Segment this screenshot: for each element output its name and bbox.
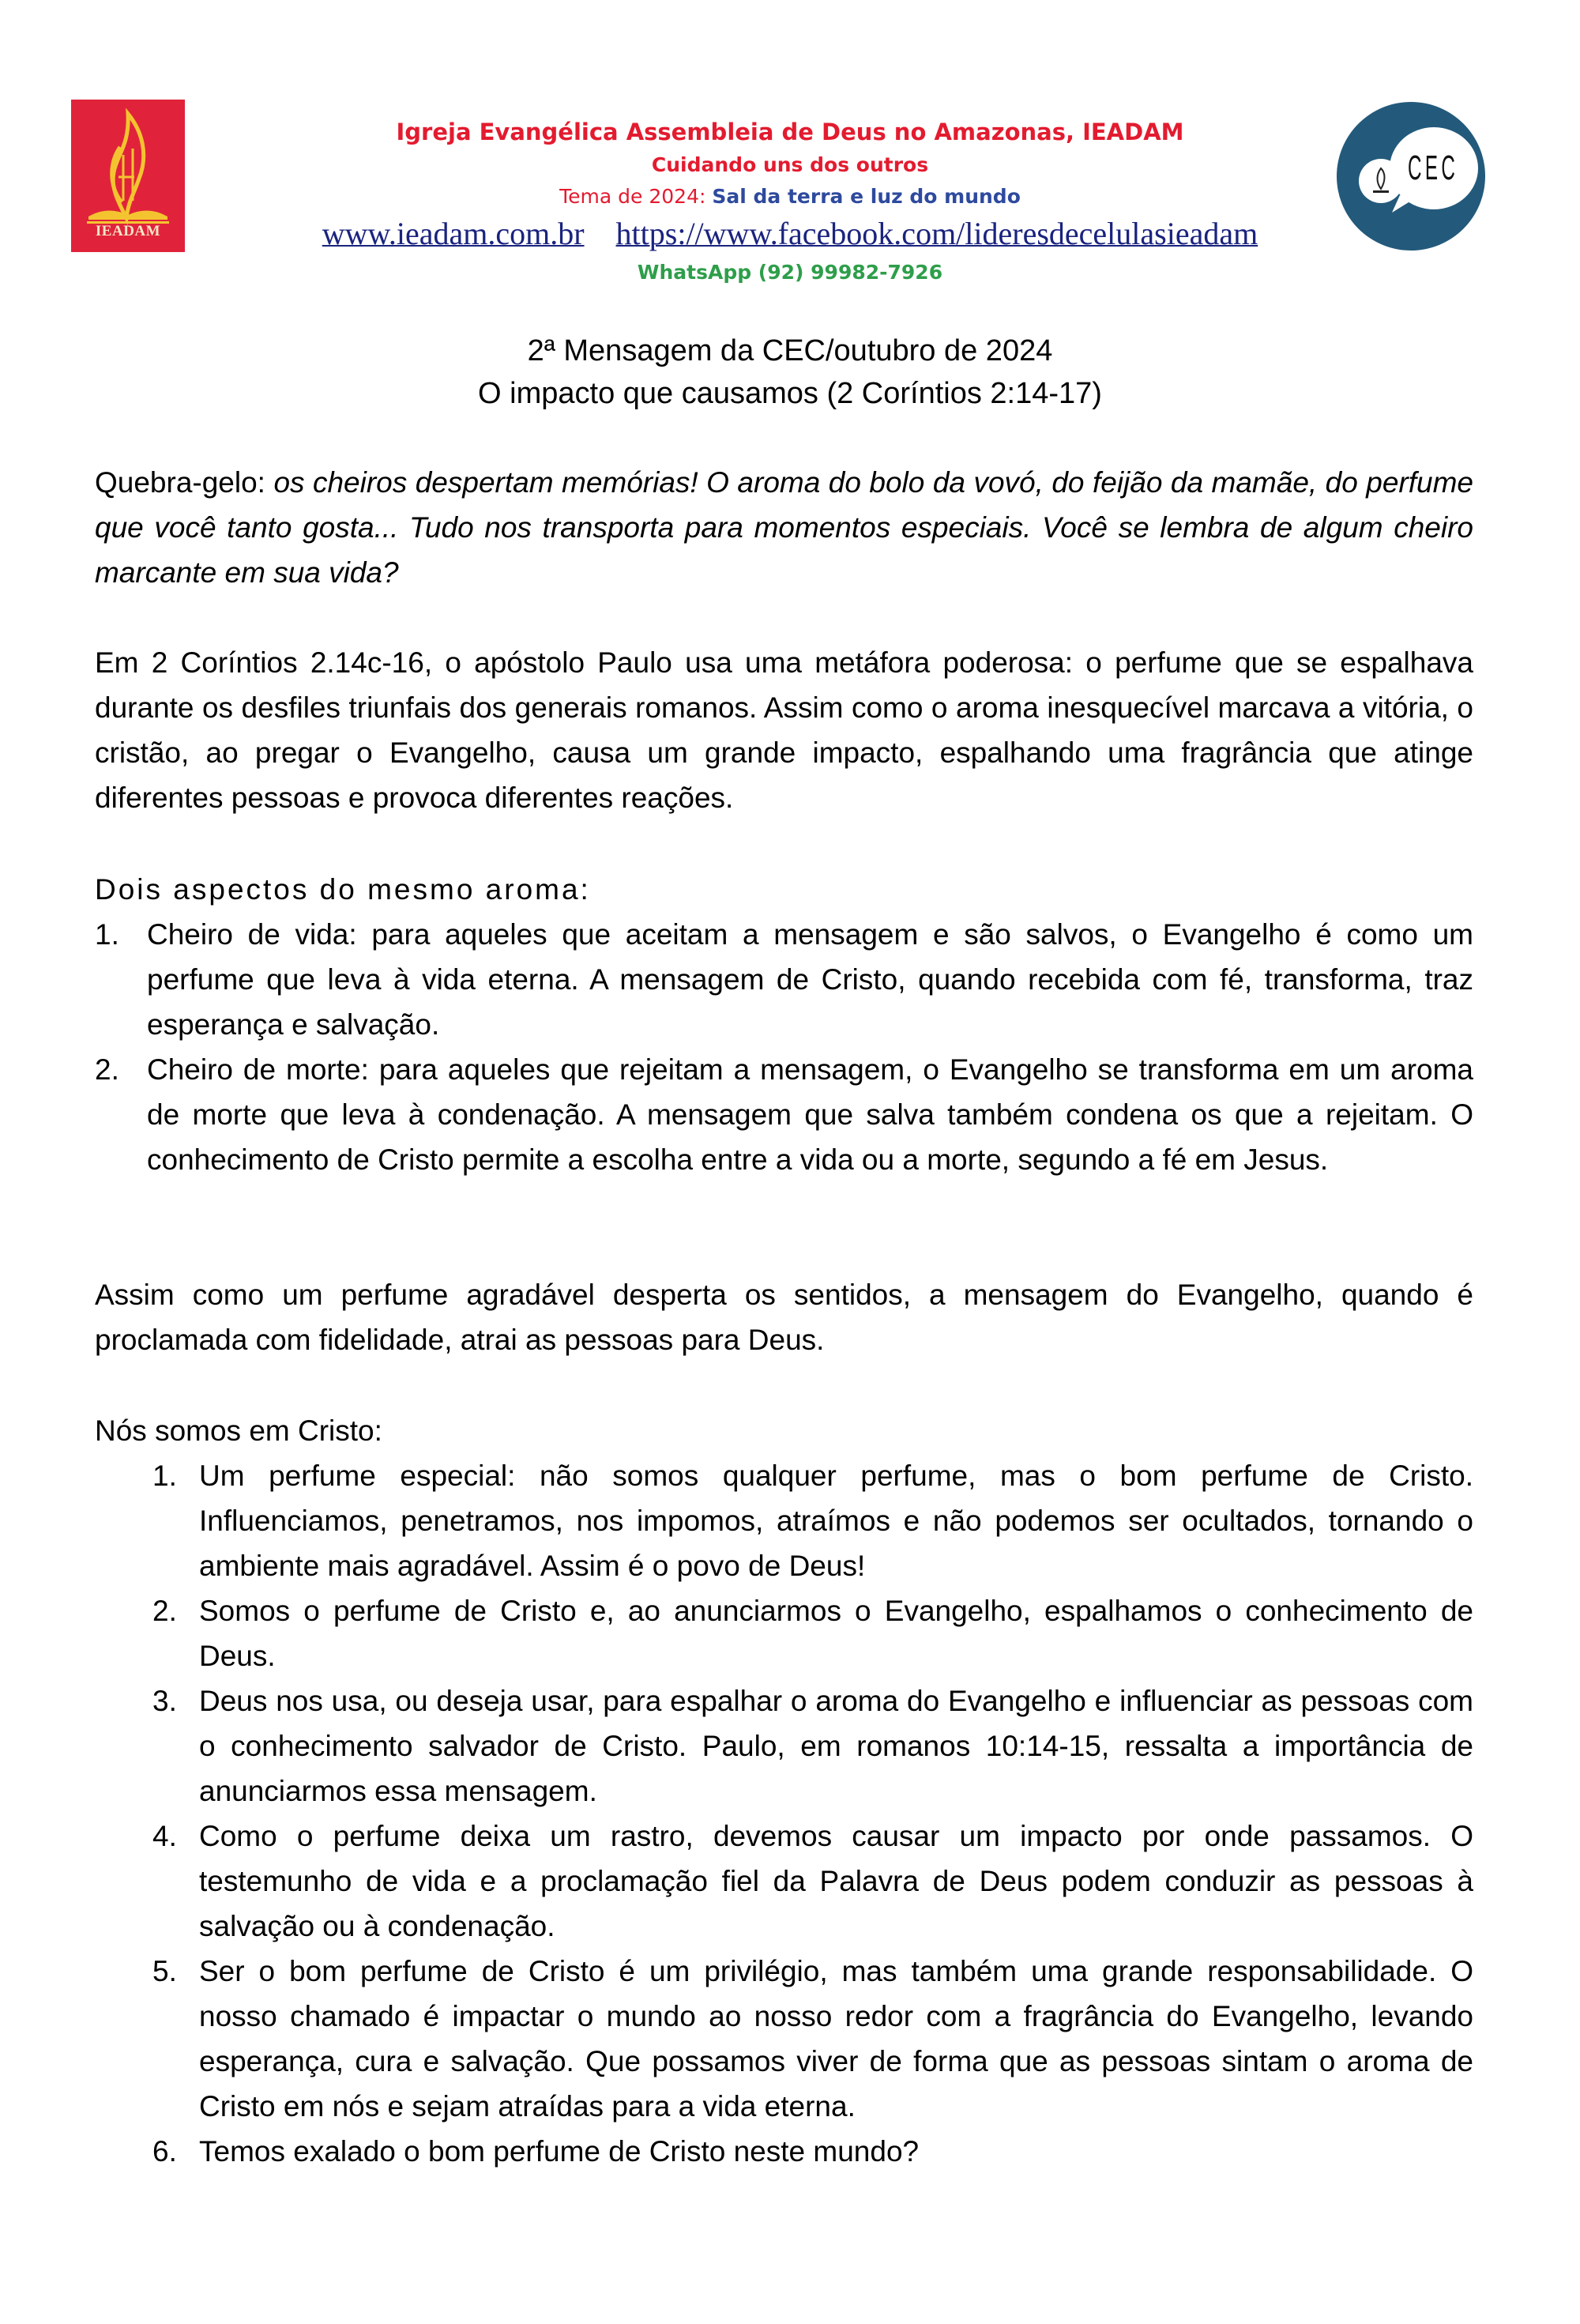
theme-label: Tema de 2024: <box>559 185 713 208</box>
in-christ-heading: Nós somos em Cristo: <box>95 1414 382 1447</box>
list-item <box>152 1949 1473 2129</box>
list-number: 6. <box>152 2135 177 2168</box>
list-number: 1. <box>152 1460 177 1492</box>
whatsapp-contact: WhatsApp (92) 99982-7926 <box>637 261 943 284</box>
list-text: Cheiro de vida: para aqueles que aceitam a mensagem e são salvos, o Evangelho é como um perfume que leva à vida eterna. A mensagem de Cristo, quando recebida com fé, transforma, traz esperança e salvação. <box>147 918 1473 1041</box>
list-text: Um perfume especial: não somos qualquer perfume, mas o bom perfume de Cristo. Influenciamos, penetramos, nos impomos, atraímos e não podemos ser ocultados, tornando o ambiente mais agradável. Assim é o povo de Deus! <box>199 1460 1473 1582</box>
ieadam-logo-text: IEADAM <box>95 223 161 239</box>
list-text: Ser o bom perfume de Cristo é um privilégio, mas também uma grande responsabilidade. O nosso chamado é impactar o mundo ao nosso redor com a fragrância do Evangelho, levando esperança, cura e salvação. Que possamos viver de forma que as pessoas sintam o aroma de Cristo em nós e sejam atraídas para a vida eterna. <box>199 1955 1473 2122</box>
aspects-list <box>95 912 1473 1182</box>
website-link[interactable]: www.ieadam.com.br <box>322 216 585 251</box>
intro-paragraph <box>95 640 1473 820</box>
facebook-link[interactable]: https://www.facebook.com/lideresdecelulasieadam <box>615 216 1258 251</box>
icebreaker <box>95 460 1473 595</box>
aspects-heading: Dois aspectos do mesmo aroma: <box>95 873 591 906</box>
in-christ-list <box>152 1453 1473 2174</box>
list-number: 1. <box>95 918 119 951</box>
list-number: 2. <box>152 1595 177 1627</box>
list-number: 4. <box>152 1820 177 1852</box>
list-item <box>152 1814 1473 1949</box>
list-text: Somos o perfume de Cristo e, ao anunciarmos o Evangelho, espalhamos o conhecimento de Deus. <box>199 1595 1473 1672</box>
cec-logo-text: CEC <box>1408 149 1459 187</box>
list-text: Cheiro de morte: para aqueles que rejeitam a mensagem, o Evangelho se transforma em um aroma de morte que leva à condenação. A mensagem que salva também condena os que a rejeitam. O conhecimento de Cristo permite a escolha entre a vida ou a morte, segundo a fé em Jesus. <box>147 1053 1473 1176</box>
list-item <box>152 1678 1473 1814</box>
intro-paragraph-text: Em 2 Coríntios 2.14c-16, o apóstolo Paulo usa uma metáfora poderosa: o perfume que se espalhava durante os desfiles triunfais dos generais romanos. Assim como o aroma inesquecível marcava a vitória, o cristão, ao pregar o Evangelho, causa um grande impacto, espalhando uma fragrância que atinge diferentes pessoas e provoca diferentes reações. <box>95 646 1473 814</box>
list-number: 5. <box>152 1955 177 1987</box>
message-subtitle: O impacto que causamos (2 Coríntios 2:14-17) <box>478 377 1102 410</box>
list-item <box>95 912 1473 1047</box>
cec-logo <box>1337 102 1485 250</box>
list-text: Temos exalado o bom perfume de Cristo neste mundo? <box>199 2135 920 2168</box>
list-item <box>152 1588 1473 1678</box>
icebreaker-label: Quebra-gelo: <box>95 466 274 499</box>
organization-name: Igreja Evangélica Assembleia de Deus no Amazonas, IEADAM <box>396 119 1184 145</box>
list-item <box>95 1047 1473 1182</box>
list-item <box>152 1453 1473 1588</box>
perfume-paragraph <box>95 1272 1473 1362</box>
list-text: Como o perfume deixa um rastro, devemos causar um impacto por onde passamos. O testemunho de vida e a proclamação fiel da Palavra de Deus podem conduzir as pessoas à salvação ou à condenação. <box>199 1820 1473 1942</box>
list-text: Deus nos usa, ou deseja usar, para espalhar o aroma do Evangelho e influenciar as pessoas com o conhecimento salvador de Cristo. Paulo, em romanos 10:14-15, ressalta a importância de anunciarmos essa mensagem. <box>199 1685 1473 1807</box>
motto: Cuidando uns dos outros <box>651 153 929 176</box>
theme-value: Sal da terra e luz do mundo <box>712 185 1021 208</box>
icebreaker-text: os cheiros despertam memórias! O aroma do bolo da vovó, do feijão da mamãe, do perfume que você tanto gosta... Tudo nos transporta para momentos especiais. Você se lembra de algum cheiro marcante em sua vida? <box>95 466 1473 589</box>
list-item <box>152 2129 1473 2174</box>
list-number: 3. <box>152 1685 177 1717</box>
perfume-paragraph-text: Assim como um perfume agradável desperta os sentidos, a mensagem do Evangelho, quando é proclamada com fidelidade, atrai as pessoas para Deus. <box>95 1279 1473 1356</box>
list-number: 2. <box>95 1053 119 1086</box>
message-title: 2ª Mensagem da CEC/outubro de 2024 <box>527 334 1053 367</box>
